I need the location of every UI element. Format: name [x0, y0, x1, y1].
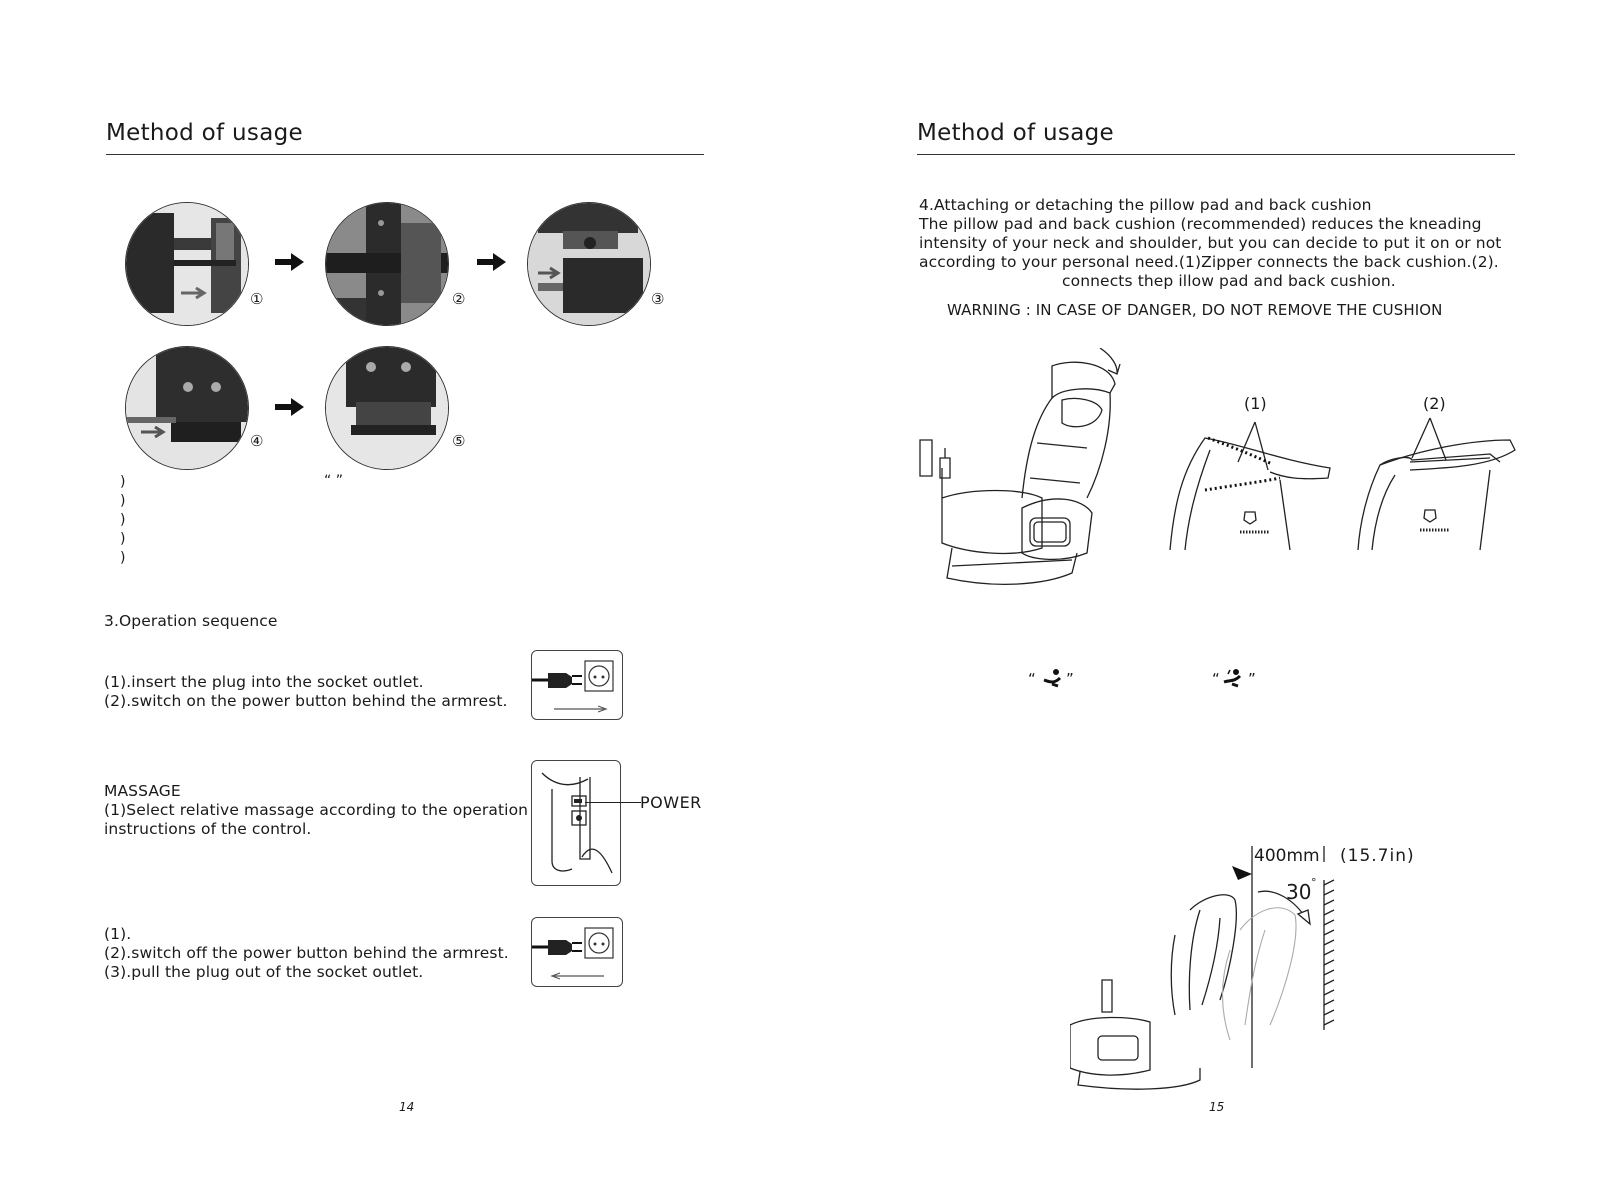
- step-number-2: ②: [452, 290, 466, 308]
- wall-clearance-illustration: [1070, 840, 1360, 1104]
- list-marker: ): [120, 493, 126, 509]
- section4-line-3: according to your personal need.(1)Zipper connects the back cushion.(2).: [919, 253, 1499, 271]
- chair-pillow-illustration: [912, 348, 1142, 612]
- power-label-leader: [585, 802, 641, 803]
- step-photo-3: [527, 202, 651, 326]
- step-photo-2: [325, 202, 449, 326]
- operation-sequence-heading: 3.Operation sequence: [104, 612, 278, 630]
- list-marker: ): [120, 531, 126, 547]
- warning-text: WARNING : IN CASE OF DANGER, DO NOT REMOVE THE CUSHION: [947, 301, 1443, 319]
- power-switch-illustration: [531, 760, 621, 886]
- label-1: (1): [1244, 394, 1267, 413]
- recline-angle: 30: [1286, 880, 1312, 904]
- distance-value: 400mm: [1254, 846, 1320, 866]
- quote-2-close: ”: [1248, 670, 1256, 688]
- step-number-4: ④: [250, 432, 264, 450]
- plug-out-illustration: [531, 917, 623, 987]
- section4-line-2: intensity of your neck and shoulder, but you can decide to put it on or not: [919, 234, 1502, 252]
- distance-inches: (15.7in): [1340, 846, 1415, 866]
- plug-in-step-2: (2).switch on the power button behind the armrest.: [104, 692, 508, 710]
- quote-2-open: “: [1212, 670, 1220, 688]
- step-photo-1: [125, 202, 249, 326]
- step-photo-4: [125, 346, 249, 470]
- label-2: (2): [1423, 394, 1446, 413]
- right-page-number: 15: [1209, 1100, 1225, 1114]
- arrow-right-icon: [275, 397, 305, 421]
- massage-heading: MASSAGE: [104, 782, 181, 800]
- massage-instruction-line-2: instructions of the control.: [104, 820, 312, 838]
- quote-1-close: ”: [1066, 670, 1074, 688]
- plug-out-step-2: (2).switch off the power button behind the armrest.: [104, 944, 509, 962]
- section4-line-1: The pillow pad and back cushion (recommended) reduces the kneading: [919, 215, 1482, 233]
- step-number-5: ⑤: [452, 432, 466, 450]
- zipper-illustration: [1160, 410, 1340, 564]
- cushion-illustration: [1350, 410, 1520, 564]
- right-page-title: Method of usage: [917, 120, 1114, 146]
- left-page-number: 14: [399, 1100, 415, 1114]
- upright-icon: [1222, 668, 1244, 692]
- section4-line-4: connects thep illow pad and back cushion.: [1062, 272, 1396, 290]
- plug-out-step-3: (3).pull the plug out of the socket outlet.: [104, 963, 424, 981]
- massage-instruction-line-1: (1)Select relative massage according to the operation: [104, 801, 529, 819]
- arrow-right-icon: [275, 252, 305, 276]
- plug-in-step-1: (1).insert the plug into the socket outlet.: [104, 673, 424, 691]
- left-page-title: Method of usage: [106, 120, 303, 146]
- quote-1-open: “: [1028, 670, 1036, 688]
- list-marker: ): [120, 512, 126, 528]
- arrow-right-icon: [477, 252, 507, 276]
- left-title-rule: [106, 154, 704, 155]
- power-label: POWER: [640, 793, 702, 812]
- right-title-rule: [917, 154, 1515, 155]
- step-number-1: ①: [250, 290, 264, 308]
- list-marker: ): [120, 474, 126, 490]
- step-number-3: ③: [651, 290, 665, 308]
- recline-icon: [1042, 668, 1064, 692]
- plug-in-illustration: [531, 650, 623, 720]
- list-marker: ): [120, 550, 126, 566]
- section4-heading: 4.Attaching or detaching the pillow pad and back cushion: [919, 196, 1372, 214]
- step-quote-marks: “ ”: [324, 473, 343, 489]
- plug-out-step-1: (1).: [104, 925, 132, 943]
- step-photo-5: [325, 346, 449, 470]
- degree-symbol: °: [1311, 876, 1317, 889]
